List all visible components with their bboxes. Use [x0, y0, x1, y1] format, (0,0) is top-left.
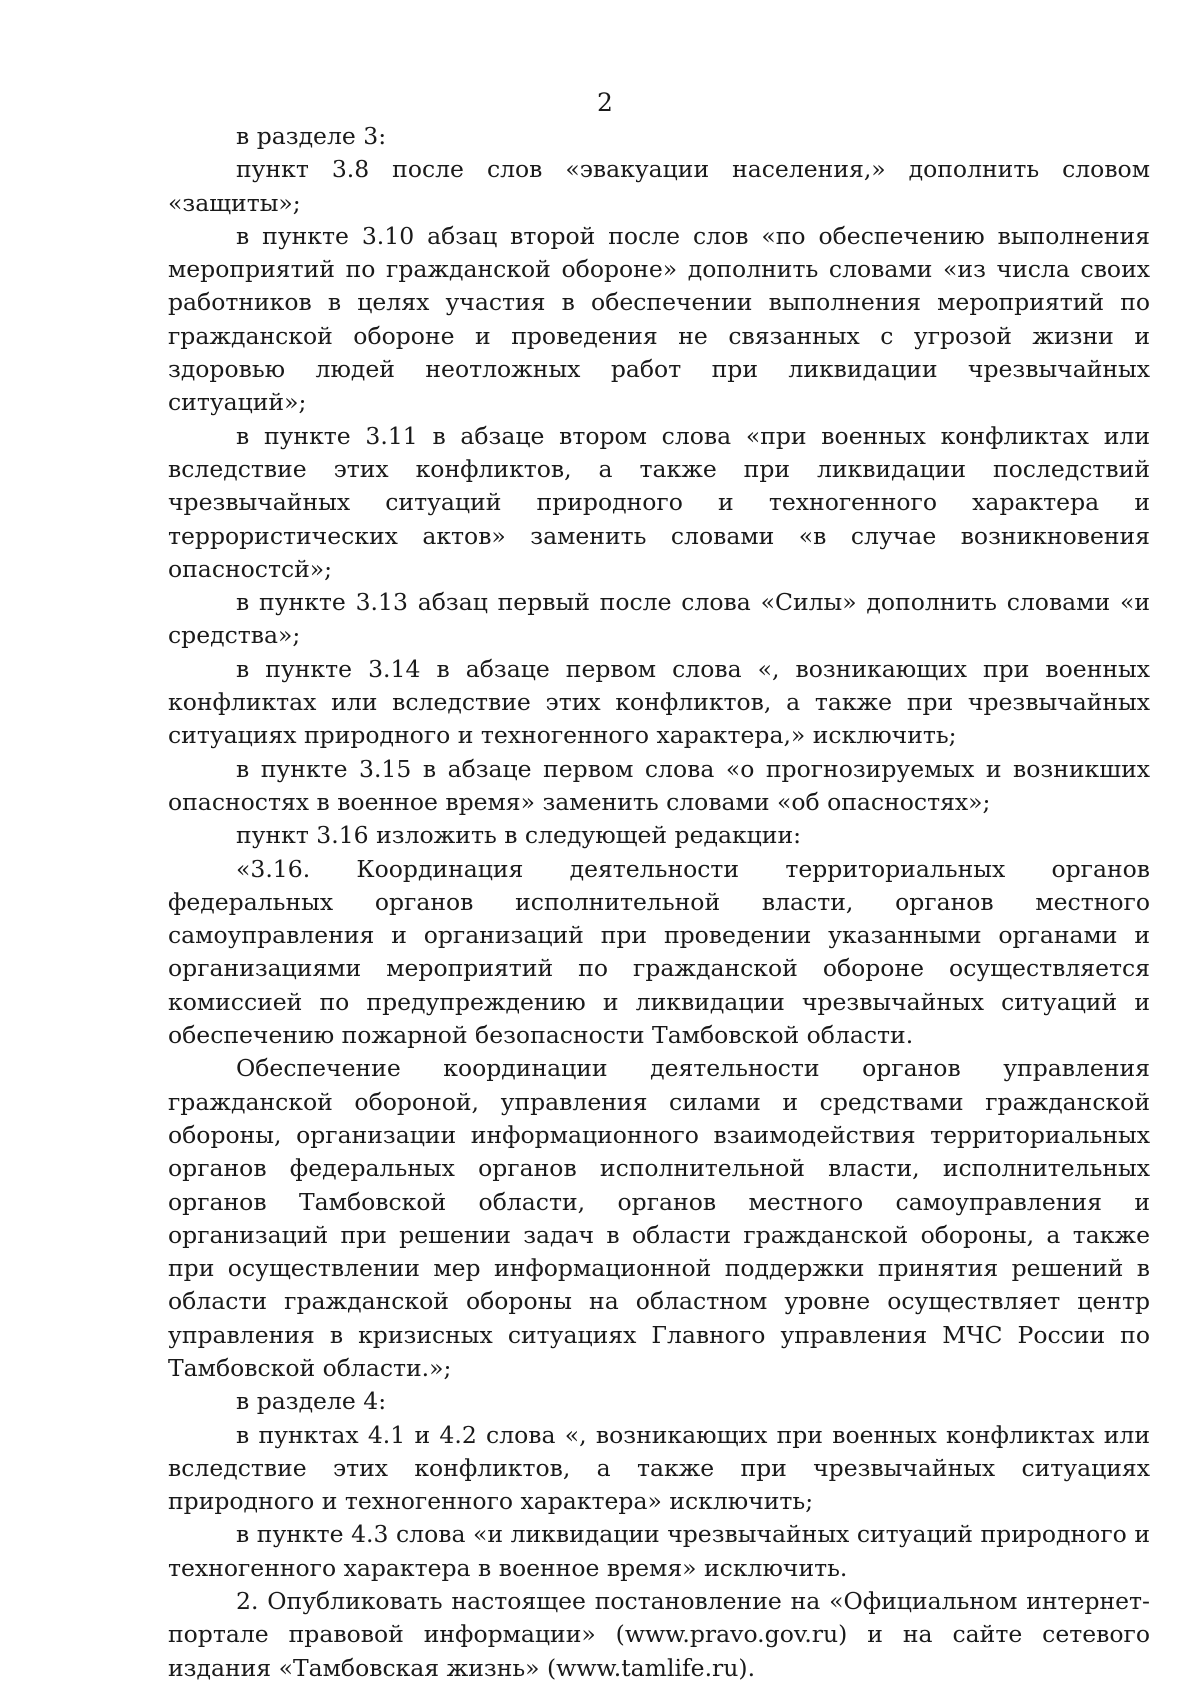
paragraph-item-3-10: в пункте 3.10 абзац второй после слов «по обеспечению выполнения мероприятий по гражданской обороне» дополнить словами «из числа своих работников в целях участия в обеспечении выполнения мероприятий по гражданской обороне и проведения не связанных с угрозой жизни и здоровью людей неотложных работ при ликвидации чрезвычайных ситуаций»;: [168, 221, 1150, 417]
paragraph-item-3-13: в пункте 3.13 абзац первый после слова «Силы» дополнить словами «и средства»;: [168, 588, 1150, 650]
document-body: [168, 120, 1150, 1685]
paragraph-item-3-11: в пункте 3.11 в абзаце втором слова «при военных конфликтах или вследствие этих конфликтов, а также при ликвидации последствий чрезвычайных ситуаций природного и техногенного характера и террористических актов» заменить словами «в случае возникновения опасностсй»;: [168, 421, 1150, 583]
paragraph-section-3-heading: в разделе 3:: [236, 122, 387, 150]
page-number: 2: [597, 88, 613, 117]
paragraph-item-4-3: в пункте 4.3 слова «и ликвидации чрезвычайных ситуаций природного и техногенного характера в военное время» исключить.: [168, 1520, 1150, 1582]
paragraph-items-4-1-4-2: в пунктах 4.1 и 4.2 слова «, возникающих при военных конфликтах или вследствие этих конфликтов, а также при чрезвычайных ситуациях природного и техногенного характера» исключить;: [168, 1420, 1150, 1516]
paragraph-publication-clause: 2. Опубликовать настоящее постановление на «Официальном интернет-портале правовой информации» (www.pravo.gov.ru) и на сайте сетевого издания «Тамбовская жизнь» (www.tamlife.ru).: [168, 1587, 1150, 1682]
paragraph-item-3-16-intro: пункт 3.16 изложить в следующей редакции:: [236, 821, 802, 850]
paragraph-item-3-16-text: «3.16. Координация деятельности территориальных органов федеральных органов исполнительной власти, органов местного самоуправления и организаций при проведении указанными органами и организациями мероприятий по гражданской обороне осуществляется комиссией по предупреждению и ликвидации чрезвычайных ситуаций и обеспечению пожарной безопасности Тамбовской области.: [168, 854, 1150, 1050]
paragraph-item-3-14: в пункте 3.14 в абзаце первом слова «, возникающих при военных конфликтах или вследствие этих конфликтов, а также при чрезвычайных ситуациях природного и техногенного характера,» исключить;: [168, 654, 1150, 750]
paragraph-item-3-15: в пункте 3.15 в абзаце первом слова «о прогнозируемых и возникших опасностях в военное время» заменить словами «об опасностях»;: [168, 754, 1150, 816]
paragraph-item-3-8: пункт 3.8 после слов «эвакуации населения,» дополнить словом «защиты»;: [168, 155, 1150, 217]
paragraph-section-4-heading: в разделе 4:: [236, 1387, 387, 1416]
paragraph-item-3-16-coordination: Обеспечение координации деятельности органов управления гражданской обороной, управления силами и средствами гражданской обороны, организации информационного взаимодействия территориальных органов федеральных органов исполнительной власти, исполнительных органов Тамбовской области, органов местного самоуправления и организаций при решении задач в области гражданской обороны, а также при осуществлении мер информационной поддержки принятия решений в области гражданской обороны на областном уровне осуществляет центр управления в кризисных ситуациях Главного управления МЧС России по Тамбовской области.»;: [168, 1054, 1150, 1382]
